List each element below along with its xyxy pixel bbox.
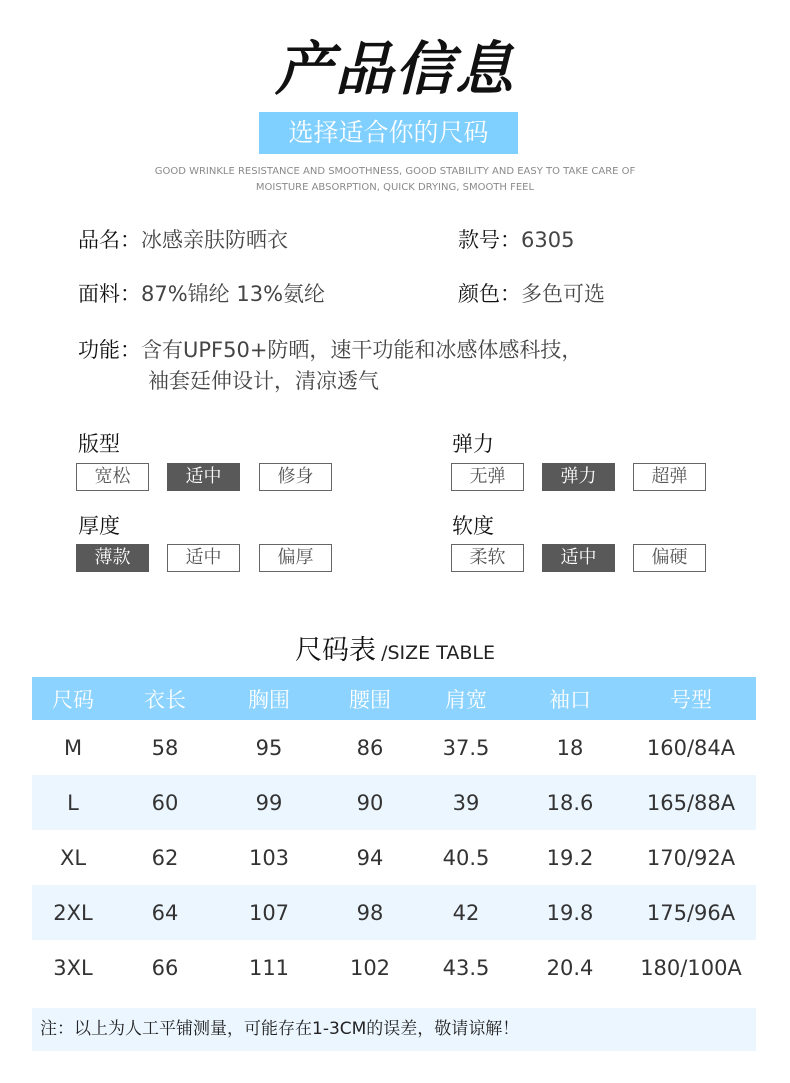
table-cell: 62	[151, 845, 179, 870]
softness-option-soft: 柔软	[451, 544, 524, 572]
function-row	[78, 334, 582, 364]
table-cell: 98	[322, 885, 418, 940]
product-name-label: 品名：	[78, 228, 141, 252]
table-row	[32, 830, 756, 885]
elasticity-option-stretch: 弹力	[542, 463, 615, 491]
header-shoulder: 肩宽	[418, 677, 514, 720]
table-row	[32, 775, 756, 830]
fit-option-loose: 宽松	[76, 463, 149, 491]
table-cell: 42	[418, 885, 514, 940]
thickness-option-thick: 偏厚	[259, 544, 332, 572]
table-cell: 165/88A	[626, 775, 756, 830]
function-label: 功能：	[78, 338, 141, 362]
header-model: 号型	[626, 677, 756, 720]
softness-option-hard: 偏硬	[633, 544, 706, 572]
elasticity-title: 弹力	[452, 432, 494, 456]
style-number-label: 款号：	[458, 228, 521, 252]
table-cell: 58	[151, 735, 179, 760]
size-table-header-row	[32, 677, 756, 720]
table-cell: 160/84A	[646, 735, 736, 760]
fit-option-regular: 适中	[167, 463, 240, 491]
size-table-title: 尺码表	[295, 635, 376, 666]
header-size: 尺码	[32, 677, 114, 720]
table-cell: 86	[356, 735, 384, 760]
color-row	[458, 278, 605, 308]
thickness-title: 厚度	[78, 514, 120, 538]
table-cell: 175/96A	[626, 885, 756, 940]
size-table-heading	[0, 628, 790, 667]
color-label: 颜色：	[458, 282, 521, 306]
table-cell: 60	[114, 775, 216, 830]
thickness-option-medium: 适中	[167, 544, 240, 572]
table-cell: M	[63, 735, 83, 760]
fit-option-slim: 修身	[259, 463, 332, 491]
elasticity-option-super: 超弹	[633, 463, 706, 491]
table-cell: 43.5	[442, 955, 490, 980]
size-table	[32, 677, 756, 995]
header-cuff: 袖口	[514, 677, 626, 720]
table-cell: 19.8	[514, 885, 626, 940]
table-row	[32, 885, 756, 940]
table-cell: 99	[216, 775, 322, 830]
header-chest: 胸围	[216, 677, 322, 720]
measurement-note: 注：以上为人工平铺测量，可能存在1-3CM的误差，敬请谅解！	[32, 1008, 756, 1051]
function-value-line-2: 袖套廷伸设计，清凉透气	[148, 369, 379, 393]
table-cell: 102	[349, 955, 391, 980]
header-length: 衣长	[114, 677, 216, 720]
fabric-value: 87%锦纶 13%氨纶	[141, 282, 326, 306]
fabric-row	[78, 278, 325, 308]
fit-title: 版型	[78, 432, 120, 456]
softness-title: 软度	[452, 514, 494, 538]
table-cell: 170/92A	[646, 845, 736, 870]
size-table-title-en: /SIZE TABLE	[381, 642, 495, 664]
table-cell: 90	[322, 775, 418, 830]
table-cell: 40.5	[442, 845, 490, 870]
product-name-value: 冰感亲肤防晒衣	[141, 228, 288, 252]
table-cell: 103	[248, 845, 290, 870]
table-cell: 107	[216, 885, 322, 940]
table-cell: 18	[556, 735, 584, 760]
table-cell: 95	[255, 735, 283, 760]
header-waist: 腰围	[322, 677, 418, 720]
thickness-option-thin: 薄款	[76, 544, 149, 572]
table-cell: 94	[356, 845, 384, 870]
table-cell: 19.2	[546, 845, 594, 870]
table-row	[32, 940, 756, 995]
table-cell: 18.6	[514, 775, 626, 830]
tagline-line-1: GOOD WRINKLE RESISTANCE AND SMOOTHNESS, GOOD STABILITY AND EASY TO TAKE CARE OF	[154, 166, 636, 177]
table-cell: 111	[248, 955, 290, 980]
fabric-label: 面料：	[78, 282, 141, 306]
table-row	[32, 720, 756, 775]
style-number-row	[458, 224, 574, 254]
function-value-line-1: 含有UPF50+防晒，速干功能和冰感体感科技，	[141, 338, 583, 362]
table-cell: 180/100A	[640, 955, 742, 980]
table-cell: 20.4	[546, 955, 594, 980]
table-cell: 2XL	[32, 885, 114, 940]
table-cell: 66	[151, 955, 179, 980]
tagline-line-2: MOISTURE ABSORPTION, QUICK DRYING, SMOOTH FEEL	[255, 182, 535, 193]
elasticity-option-none: 无弹	[451, 463, 524, 491]
table-cell: L	[32, 775, 114, 830]
style-number-value: 6305	[521, 228, 575, 252]
table-cell: 64	[114, 885, 216, 940]
table-cell: 39	[418, 775, 514, 830]
color-value: 多色可选	[521, 282, 605, 306]
table-cell: 3XL	[53, 955, 93, 980]
size-guide-banner: 选择适合你的尺码	[259, 112, 518, 154]
product-name-row	[78, 224, 288, 254]
table-cell: 37.5	[442, 735, 490, 760]
softness-option-medium: 适中	[542, 544, 615, 572]
page-title: 产品信息	[274, 35, 515, 103]
table-cell: XL	[59, 845, 87, 870]
